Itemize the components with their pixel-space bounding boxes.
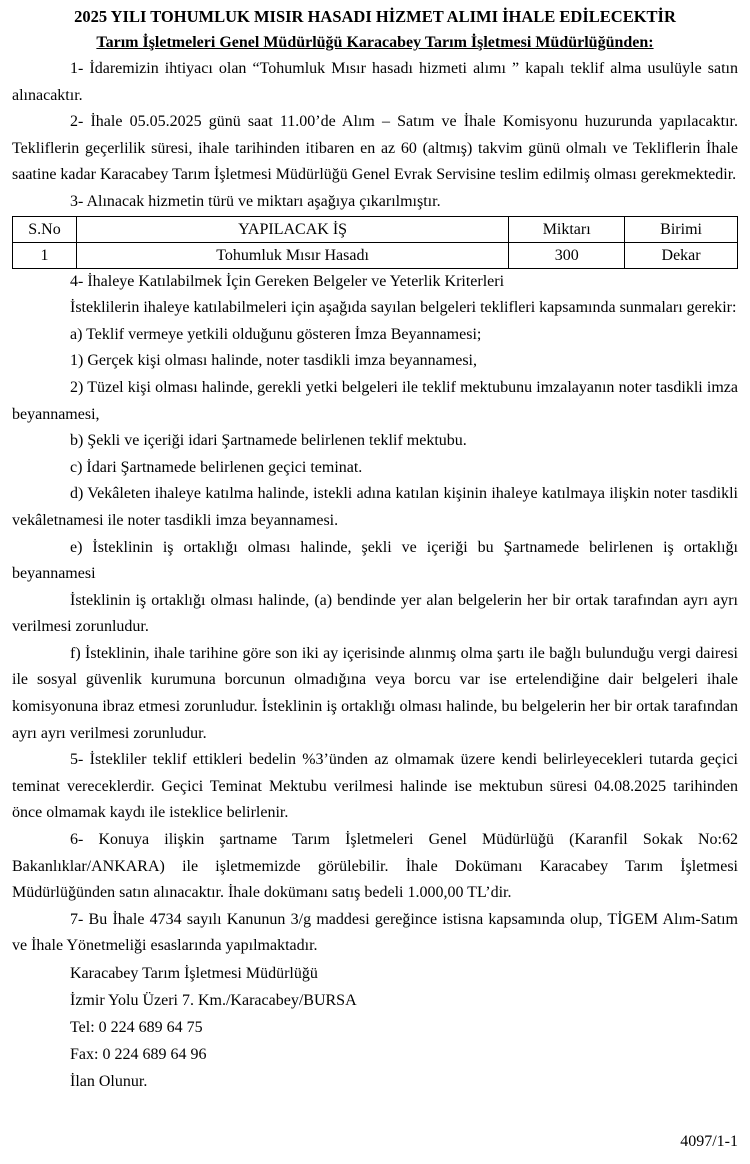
issuer-heading: Tarım İşletmeleri Genel Müdürlüğü Karacabey Tarım İşletmesi Müdürlüğünden: [96,34,654,51]
item-b: b) Şekli ve içeriği idari Şartnamede belirlenen teklif mektubu. [70,432,467,450]
paragraph-5: 5- İstekliler teklif ettikleri bedelin %3’ünden az olmamak üzere kendi belirleyecekleri tutarda geçici teminat vereceklerdir. Geçici Teminat Mektubu verilmesi halinde ise mektubun süresi 04.08.2025 tarihinden önce olmamak kaydı ile isteklice belirlenir. [12,751,738,822]
paragraph-4: 4- İhaleye Katılabilmek İçin Gereken Belgeler ve Yeterlik Kriterleri [70,272,505,290]
table-cell-unit: Dekar [625,242,738,268]
item-a-2: 2) Tüzel kişi olması halinde, gerekli yetki belgeleri ile teklif mektubunu imzalayanın noter tasdikli imza beyannamesi, [12,378,738,423]
signature-address: İzmir Yolu Üzeri 7. Km./Karacabey/BURSA [70,992,357,1009]
signature-fax: Fax: 0 224 689 64 96 [70,1046,207,1063]
item-c: c) İdari Şartnamede belirlenen geçici teminat. [70,458,363,476]
signature-org: Karacabey Tarım İşletmesi Müdürlüğü [70,965,318,982]
ad-code: 4097/1-1 [680,1133,738,1150]
table-cell-task: Tohumluk Mısır Hasadı [76,242,508,268]
item-a-1: 1) Gerçek kişi olması halinde, noter tasdikli imza beyannamesi, [70,352,477,370]
signature-closing: İlan Olunur. [70,1073,148,1090]
paragraph-3: 3- Alınacak hizmetin türü ve miktarı aşağıya çıkarılmıştır. [70,192,441,210]
table-header-quantity: Miktarı [509,216,625,242]
paragraph-1: 1- İdaremizin ihtiyacı olan “Tohumluk Mısır hasadı hizmeti alımı ” kapalı teklif alma usulüyle satın alınacaktır. [12,60,738,104]
item-f: f) İsteklinin, ihale tarihine göre son iki ay içerisinde alınmış olma şartı ile bağlı bulunduğu vergi dairesi ile sosyal güvenlik kurumuna borcunun olmadığına veya borcu var ise ertelendiğine dair belgeleri ihale komisyonuna ibraz etmesi zorunludur. İsteklinin iş ortaklığı olması halinde, bu belgelerin her bir ortak tarafından ayrı ayrı verilmesi zorunludur. [12,644,738,742]
item-e-note: İsteklinin iş ortaklığı olması halinde, (a) bendinde yer alan belgelerin her bir ortak tarafından ayrı ayrı verilmesi zorunludur. [12,591,738,636]
item-e: e) İsteklinin iş ortaklığı olması halinde, şekli ve içeriği bu Şartnamede belirlenen iş ortaklığı beyannamesi [12,538,738,583]
paragraph-2: 2- İhale 05.05.2025 günü saat 11.00’de Alım – Satım ve İhale Komisyonu huzurunda yapılacaktır. Tekliflerin geçerlilik süresi, ihale tarihinden itibaren en az 60 (altmış) takvim günü olmalı ve Tekliflerin İhale saatine kadar Karacabey Tarım İşletmesi Müdürlüğü Genel Evrak Servisine teslim edilmiş olması gerekmektedir. [12,113,738,184]
table-header-unit: Birimi [625,216,738,242]
table-header-sno: S.No [13,216,77,242]
paragraph-4-intro: İsteklilerin ihaleye katılabilmeleri için aşağıda sayılan belgeleri teklifleri kapsamında sunmaları gerekir: [70,299,737,317]
paragraph-6: 6- Konuya ilişkin şartname Tarım İşletmeleri Genel Müdürlüğü (Karanfil Sokak No:62 Bakanlıklar/ANKARA) ile işletmemizde görülebilir. İhale Dokümanı Karacabey Tarım İşletmesi Müdürlüğünden satın alınacaktır. İhale dokümanı satış bedeli 1.000,00 TL’dir. [12,831,738,902]
table-header-task: YAPILACAK İŞ [76,216,508,242]
item-d: d) Vekâleten ihaleye katılma halinde, istekli adına katılan kişinin ihaleye katılmaya ilişkin noter tasdikli vekâletnamesi ile noter tasdikli imza beyannamesi. [12,485,738,529]
item-a: a) Teklif vermeye yetkili olduğunu gösteren İmza Beyannamesi; [70,325,482,343]
table-cell-quantity: 300 [509,242,625,268]
service-table [12,216,738,269]
table-cell-sno: 1 [13,242,77,268]
paragraph-7: 7- Bu İhale 4734 sayılı Kanunun 3/g maddesi gereğince istisna kapsamında olup, TİGEM Alım-Satım ve İhale Yönetmeliği esaslarında yapılmaktadır. [12,910,738,955]
table-header-row [13,216,738,242]
announcement-page [12,4,738,1095]
table-row [13,242,738,268]
signature-tel: Tel: 0 224 689 64 75 [70,1019,203,1036]
announcement-title: 2025 YILI TOHUMLUK MISIR HASADI HİZMET ALIMI İHALE EDİLECEKTİR [74,7,676,26]
signature-block [12,960,738,1095]
